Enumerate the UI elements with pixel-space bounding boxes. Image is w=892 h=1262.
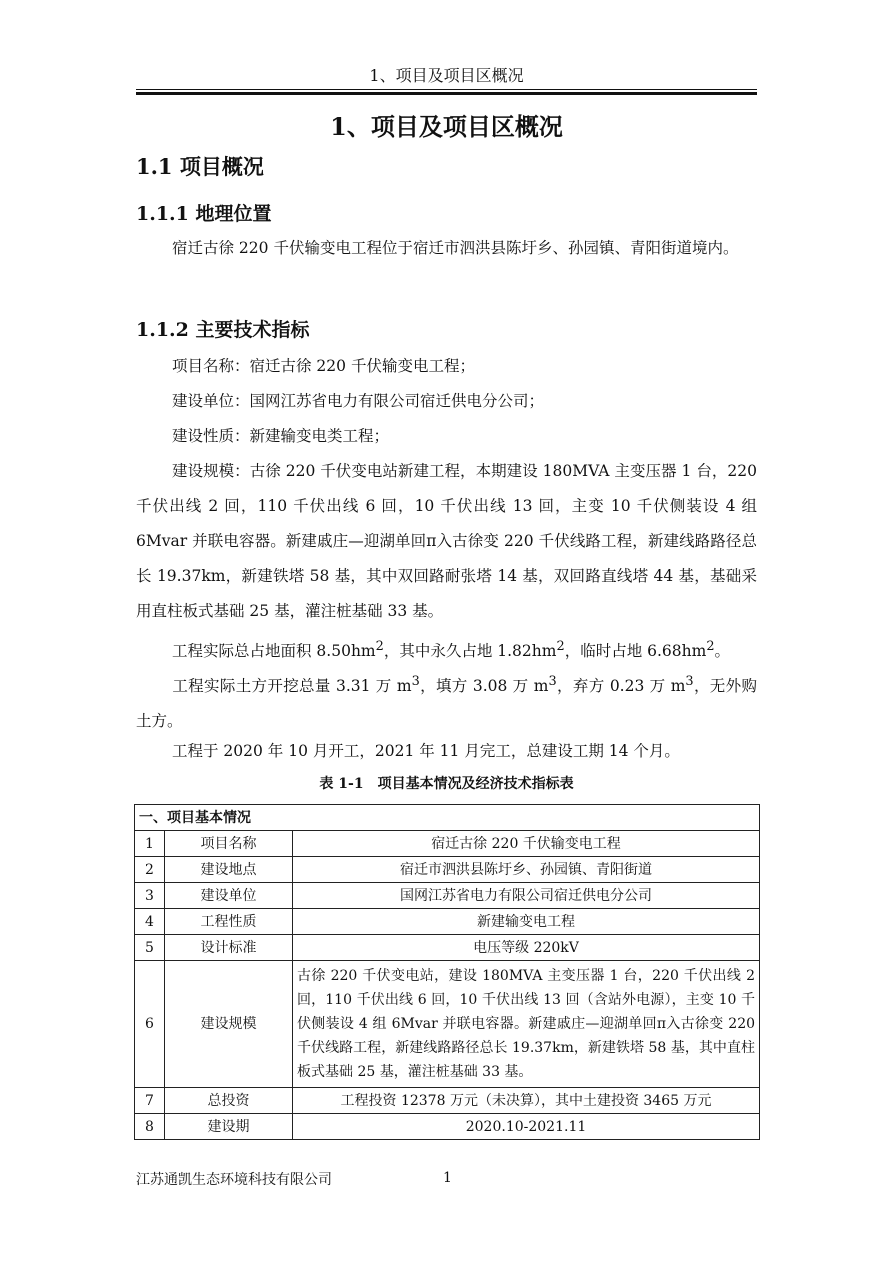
row-item-value: 工程投资 12378 万元（未决算），其中土建投资 3465 万元 (293, 1088, 760, 1114)
table-row (135, 857, 760, 883)
table-section-row (135, 805, 760, 831)
earthwork-text-3: ，弃方 0.23 万 m (556, 677, 686, 696)
paragraph-schedule-text: 工程于 2020 年 10 月开工，2021 年 11 月完工，总建设工期 14 个月。 (172, 742, 680, 760)
land-area-text-4: 。 (714, 642, 731, 661)
row-item-name: 总投资 (165, 1088, 293, 1114)
paragraph-construction-unit (136, 384, 757, 419)
project-info-table (134, 804, 760, 1140)
paragraph-construction-scale-text: 建设规模：古徐 220 千伏变电站新建工程，本期建设 180MVA 主变压器 1 台，220 千伏出线 2 回，110 千伏出线 6 回，10 千伏出线 13 回，主变 10 千伏侧装设 4 组 6Mvar 并联电容器。新建戚庄—迎湖单回π入古徐变 220 千伏线路工程，新建线路路径总长 19.37km，新建铁塔 58 基，其中双回路耐张塔 14 基，双回路直线塔 44 基，基础采用直柱板式基础 25 基，灌注桩基础 33 基。 (136, 462, 757, 620)
footer-company: 江苏通凯生态环境科技有限公司 (136, 1172, 332, 1188)
row-number: 8 (135, 1114, 165, 1140)
row-number: 4 (135, 909, 165, 935)
row-item-value: 电压等级 220kV (293, 935, 760, 961)
row-item-name: 建设地点 (165, 857, 293, 883)
row-number: 2 (135, 857, 165, 883)
paragraph-schedule (136, 734, 757, 769)
table-caption: 表 1-1 项目基本情况及经济技术指标表 (319, 776, 574, 792)
land-area-text-3: ，临时占地 6.68hm (564, 642, 707, 661)
earthwork-sup-1: 3 (411, 674, 420, 689)
paragraph-construction-unit-text: 建设单位：国网江苏省电力有限公司宿迁供电分公司； (172, 392, 545, 410)
row-number: 3 (135, 883, 165, 909)
row-item-name: 设计标准 (165, 935, 293, 961)
row-number: 7 (135, 1088, 165, 1114)
earthwork-sup-3: 3 (685, 674, 694, 689)
row-number: 1 (135, 831, 165, 857)
paragraph-location-text: 宿迁古徐 220 千伏输变电工程位于宿迁市泗洪县陈圩乡、孙园镇、青阳街道境内。 (172, 239, 739, 257)
earthwork-text-2: ，填方 3.08 万 m (419, 677, 549, 696)
land-area-sup-2: 2 (556, 639, 565, 654)
table-row (135, 831, 760, 857)
section-heading-1-1-1: 1.1.1 地理位置 (136, 203, 272, 225)
section-heading-1-1: 1.1 项目概况 (136, 154, 264, 179)
row-item-name: 建设规模 (165, 961, 293, 1088)
table-row (135, 935, 760, 961)
paragraph-earthwork (136, 664, 757, 739)
section-heading-1-1-2: 1.1.2 主要技术指标 (136, 319, 310, 341)
table-row (135, 883, 760, 909)
row-number: 6 (135, 961, 165, 1088)
earthwork-sup-2: 3 (548, 674, 557, 689)
paragraph-construction-nature (136, 419, 757, 454)
table-section-title: 一、项目基本情况 (135, 805, 760, 831)
land-area-sup-1: 2 (375, 639, 384, 654)
header-rule-thick (136, 92, 757, 95)
land-area-sup-3: 2 (706, 639, 715, 654)
earthwork-text-4: ，无外购土方。 (136, 677, 757, 731)
row-item-value: 2020.10-2021.11 (293, 1114, 760, 1140)
row-item-name: 工程性质 (165, 909, 293, 935)
land-area-text-1: 工程实际总占地面积 8.50hm (172, 642, 376, 661)
header-rule-thin (136, 89, 757, 90)
row-item-value: 国网江苏省电力有限公司宿迁供电分公司 (293, 883, 760, 909)
paragraph-project-name-text: 项目名称：宿迁古徐 220 千伏输变电工程； (172, 357, 475, 375)
paragraph-construction-nature-text: 建设性质：新建输变电类工程； (172, 427, 390, 445)
paragraph-location (136, 231, 757, 266)
row-item-value: 宿迁市泗洪县陈圩乡、孙园镇、青阳街道 (293, 857, 760, 883)
table-row (135, 1088, 760, 1114)
row-item-name: 建设单位 (165, 883, 293, 909)
paragraph-construction-scale (136, 454, 757, 629)
land-area-text-2: ，其中永久占地 1.82hm (383, 642, 557, 661)
table-row (135, 1114, 760, 1140)
paragraph-project-name (136, 349, 757, 384)
chapter-title: 1、项目及项目区概况 (330, 112, 563, 141)
row-item-value: 古徐 220 千伏变电站，建设 180MVA 主变压器 1 台，220 千伏出线 2 回，110 千伏出线 6 回，10 千伏出线 13 回（含站外电源），主变 10 千伏侧装设 4 组 6Mvar 并联电容器。新建戚庄—迎湖单回π入古徐变 220 千伏线路工程，新建线路路径总长 19.37km，新建铁塔 58 基，其中直柱板式基础 25 基，灌注桩基础 33 基。 (293, 961, 760, 1088)
table-row (135, 909, 760, 935)
row-item-value: 新建输变电工程 (293, 909, 760, 935)
row-item-name: 建设期 (165, 1114, 293, 1140)
row-item-name: 项目名称 (165, 831, 293, 857)
earthwork-text-1: 工程实际土方开挖总量 3.31 万 m (172, 677, 412, 696)
row-item-value: 宿迁古徐 220 千伏输变电工程 (293, 831, 760, 857)
page-number: 1 (443, 1170, 452, 1186)
running-header: 1、项目及项目区概况 (369, 66, 524, 85)
row-number: 5 (135, 935, 165, 961)
table-row (135, 961, 760, 1088)
